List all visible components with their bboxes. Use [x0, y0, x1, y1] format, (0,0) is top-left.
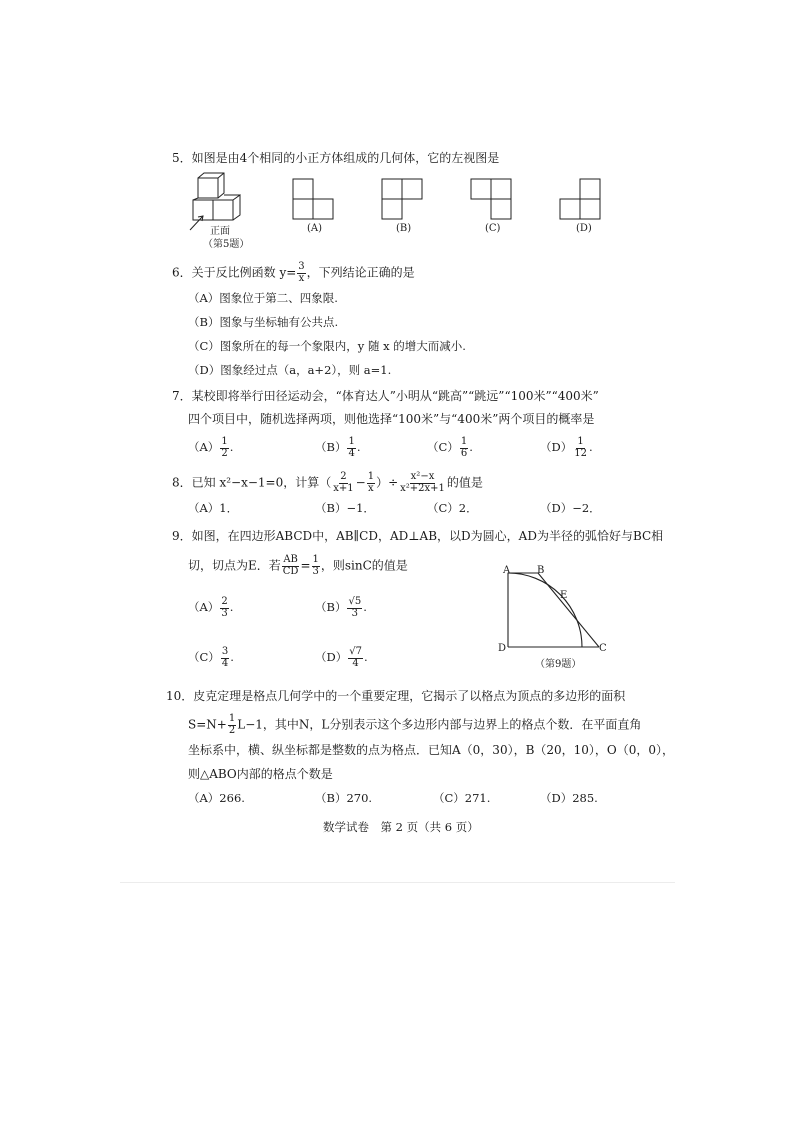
- q9-option-d[interactable]: （D） $\frac{√7}{4}$ .: [315, 646, 368, 669]
- q8-minus: −: [355, 475, 366, 490]
- q5-option-c-label[interactable]: (C): [485, 223, 501, 234]
- q7-option-b-frac: [347, 437, 355, 459]
- q9-option-b-den: 3: [351, 607, 358, 619]
- q9-option-c-num: 3: [221, 646, 229, 657]
- q10-option-a[interactable]: （A）266.: [188, 791, 245, 805]
- q7-option-c-label: （C）: [427, 440, 459, 454]
- q7-option-c-den: 6: [460, 447, 468, 459]
- q6-fraction-den: x: [298, 272, 305, 284]
- q9-option-a-label: （A）: [188, 600, 220, 614]
- q7-line1: 7．某校即将举行田径运动会，“体育达人”小明从“跳高”“跳远”“100米”“400米”: [172, 389, 599, 403]
- q5-option-d-figure[interactable]: [559, 178, 603, 220]
- q9-line2: [188, 555, 408, 577]
- q7-option-a-frac: [220, 437, 228, 459]
- q6-fraction: [297, 262, 305, 284]
- q8-frac1: [332, 472, 354, 494]
- q9-ratio-value-den: 3: [312, 565, 319, 577]
- q9-label-c: C: [599, 643, 607, 654]
- q8-frac3-num: x²−x: [410, 471, 435, 482]
- q7-option-c[interactable]: （C） $\frac{1}{6}$ .: [427, 436, 473, 459]
- q9-option-d-den: 4: [352, 657, 359, 669]
- q10-line4: 则△ABO内部的格点个数是: [188, 767, 333, 781]
- q5-option-a-figure[interactable]: [292, 178, 336, 220]
- q7-line2: 四个项目中，随机选择两项，则他选择“100米”与“400米”两个项目的概率是: [188, 412, 595, 426]
- q9-option-c-label: （C）: [188, 650, 220, 664]
- q9-label-e: E: [560, 590, 568, 601]
- q8-option-a[interactable]: （A）1．: [188, 501, 239, 515]
- q5-front-label: 正面: [210, 226, 230, 237]
- q6-option-d[interactable]: （D）图象经过点（a，a+2），则 a=1.: [188, 363, 392, 377]
- q9-option-c[interactable]: （C） $\frac{3}{4}$ .: [188, 646, 234, 669]
- q10-half-num: 1: [228, 713, 236, 724]
- q8-post: 的值是: [446, 475, 483, 490]
- q9-arc: [508, 573, 582, 647]
- q6-stem: [172, 262, 415, 284]
- q7-option-d-den: 12: [574, 447, 587, 459]
- q7-option-b-num: 1: [348, 436, 355, 447]
- q5-option-c-figure[interactable]: [470, 178, 514, 220]
- q6-stem-post: ，下列结论正确的是: [306, 265, 415, 280]
- q5-option-b-figure[interactable]: [381, 178, 425, 220]
- q10-line2-post: L−1，其中N，L分别表示这个多边形内部与边界上的格点个数．在平面直角: [237, 717, 642, 732]
- q9-ratio-value: [312, 555, 320, 577]
- q9-eq: =: [300, 558, 311, 573]
- q9-ratio-value-num: 1: [312, 554, 319, 565]
- q9-option-a-frac: [220, 597, 228, 619]
- q9-line2-pre: 切，切点为E．若: [188, 558, 281, 573]
- q7-option-c-num: 1: [460, 436, 468, 447]
- q7-option-d-frac: [573, 437, 588, 459]
- q9-option-c-den: 4: [221, 657, 229, 669]
- q9-option-a[interactable]: （A） $\frac{2}{3}$ .: [188, 596, 234, 619]
- q10-option-b[interactable]: （B）270.: [315, 791, 373, 805]
- q8-option-b[interactable]: （B）−1．: [315, 501, 375, 515]
- q9-option-d-label: （D）: [315, 650, 348, 664]
- q9-option-b[interactable]: （B） $\frac{√5}{3}$ .: [315, 596, 367, 619]
- q10-line2: [188, 714, 641, 736]
- q6-option-c[interactable]: （C）图象所在的每一个象限内，y 随 x 的增大而减小.: [188, 339, 466, 353]
- q9-ratio: [282, 555, 300, 577]
- q9-geometry-figure: [496, 560, 616, 670]
- q9-option-d-num: √7: [349, 646, 362, 657]
- q8-frac2: [367, 472, 375, 494]
- q7-option-d[interactable]: （D） $\frac{1}{12}$ .: [540, 436, 593, 459]
- q9-label-d: D: [498, 643, 507, 654]
- q9-ratio-num: AB: [283, 554, 298, 565]
- q9-option-b-num: √5: [348, 596, 362, 607]
- q9-fig-caption: （第9题）: [535, 659, 582, 670]
- q7-option-b[interactable]: （B） $\frac{1}{4}$ .: [315, 436, 361, 459]
- q7-option-d-label: （D）: [540, 440, 573, 454]
- q7-option-b-label: （B）: [315, 440, 347, 454]
- q8-frac1-num: 2: [340, 471, 347, 482]
- q8-frac3: [399, 472, 446, 494]
- q10-line1: 10．皮克定理是格点几何学中的一个重要定理，它揭示了以格点为顶点的多边形的面积: [166, 689, 626, 703]
- q10-half-den: 2: [228, 724, 236, 736]
- q8-option-d[interactable]: （D）−2．: [540, 501, 601, 515]
- q9-option-c-frac: [221, 647, 229, 669]
- q10-option-d[interactable]: （D）285.: [540, 791, 598, 805]
- q7-option-a-den: 2: [221, 447, 228, 459]
- q9-line1: 9．如图，在四边形ABCD中，AB∥CD，AD⊥AB，以D为圆心，AD为半径的弧恰好与BC相: [172, 529, 664, 543]
- q6-option-a[interactable]: （A）图象位于第二、四象限.: [188, 291, 338, 305]
- q9-ratio-den: CD: [282, 565, 299, 577]
- q8-div: ）÷: [376, 475, 399, 490]
- q7-option-a-num: 1: [221, 436, 228, 447]
- q7-option-c-frac: [460, 437, 468, 459]
- q9-option-b-label: （B）: [315, 600, 347, 614]
- q6-option-b[interactable]: （B）图象与坐标轴有公共点.: [188, 315, 339, 329]
- q6-fraction-num: 3: [298, 261, 305, 272]
- q8-frac1-den: x+1: [333, 482, 354, 494]
- q9-label-a: A: [503, 565, 511, 576]
- q10-line3: 坐标系中，横、纵坐标都是整数的点为格点．已知A（0，30），B（20，10），O（0，0），: [188, 743, 675, 757]
- q7-option-a-label: （A）: [188, 440, 220, 454]
- q9-option-a-den: 3: [221, 607, 228, 619]
- q8-frac3-den: x²+2x+1: [400, 482, 445, 494]
- q8-frac2-den: x: [368, 482, 374, 494]
- q7-option-b-den: 4: [348, 447, 355, 459]
- q6-stem-pre: 6．关于反比例函数 y=: [172, 265, 297, 280]
- q9-label-b: B: [537, 565, 545, 576]
- q8-pre: 8．已知 x²−x−1=0，计算（: [172, 475, 332, 490]
- page-divider: [120, 882, 675, 883]
- q5-stem: 5．如图是由4个相同的小正方体组成的几何体，它的左视图是: [172, 151, 500, 165]
- q5-option-a-label[interactable]: (A): [307, 223, 323, 234]
- page-footer: 数学试卷 第 2 页（共 6 页）: [323, 820, 479, 834]
- q9-option-d-frac: [348, 647, 363, 669]
- q10-line2-pre: S=N+: [188, 717, 227, 732]
- q5-option-d-label[interactable]: (D): [576, 223, 592, 234]
- q10-half: [228, 714, 236, 736]
- q7-option-a[interactable]: （A） $\frac{1}{2}$ .: [188, 436, 234, 459]
- q8-frac2-num: 1: [367, 471, 375, 482]
- q8-option-c[interactable]: （C）2．: [427, 501, 478, 515]
- q5-fig-caption: （第5题）: [203, 239, 250, 250]
- q8-stem: [172, 472, 483, 494]
- q10-option-c[interactable]: （C）271.: [433, 791, 491, 805]
- q7-option-d-num: 1: [577, 436, 584, 447]
- q5-option-b-label[interactable]: (B): [396, 223, 412, 234]
- q9-option-a-num: 2: [221, 596, 228, 607]
- q9-line2-post: ，则sinC的值是: [320, 558, 408, 573]
- q9-option-b-frac: [347, 597, 362, 619]
